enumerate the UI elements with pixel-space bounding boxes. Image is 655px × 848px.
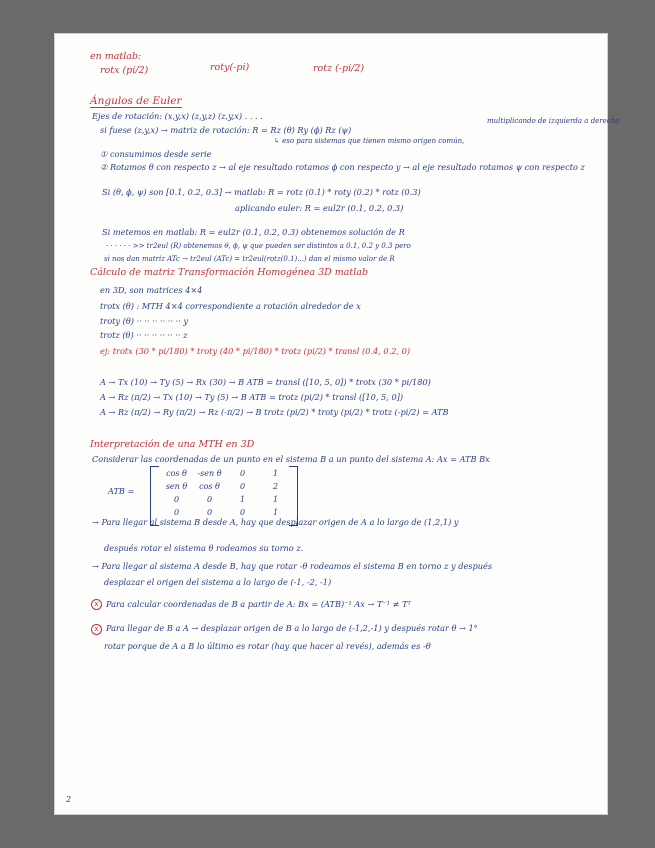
tr2eul-line: · · · · · · >> tr2eul (R) obtenemos θ, ϕ, ψ que pueden ser distintos a 0.1, 0.2 y 0.3 pero [106,242,411,250]
matrix-cell: 0 [173,495,180,504]
interpretation-heading: Interpretación de una MTH en 3D [90,439,255,450]
rotation-matrix-line: si fuese (z,y,x) → matriz de rotación: R = Rz (θ) Ry (ϕ) Rz (ψ) [100,125,352,135]
transform-chain-1: A → Tx (10) → Ty (5) → Rx (30) → B ATB = transl ([10, 5, 0]) * trotx (30 * pi/180) [100,377,431,387]
rotz-example: rotz (-pi/2) [313,63,365,74]
b-from-a-line: → Para llegar al sistema B desde A, hay que desplazar origen de A a lo largo de (1,2,1) y [92,517,459,527]
b-to-a-line: Para llegar de B a A → desplazar origen de B a lo largo de (-1,2,-1) y después rotar θ → 1° [106,623,478,633]
multiply-note: multiplicando de izquierda a derecha [487,117,620,125]
matrix-cell: 0 [173,508,180,517]
common-origin-note: ↳ eso para sistemas que tienen mismo origen común, [274,137,465,145]
matrix-cell: 0 [206,495,213,504]
matrix-cell: 0 [239,482,246,491]
roty-example: roty(-pi) [210,62,250,73]
rotate-reason-line: rotar porque de A a B lo último es rotar (hay que hacer al revés), además es -θ [104,641,431,651]
euler-angles-heading: Ángulos de Euler [90,95,182,107]
x-bullet-icon: x [91,599,102,610]
matrix-cell: 0 [239,469,246,478]
matrix-cell: 0 [206,508,213,517]
matlab-eul2r-line: Si metemos en matlab: R = eul2r (0.1, 0.2, 0.3) obtenemos solución de R [102,227,405,237]
euler-example-line: Si (θ, ϕ, ψ) son [0.1, 0.2, 0.3] → matlab: R = rotz (0.1) * roty (0.2) * rotz (0.3) [102,187,421,197]
matrix-cell: cos θ [199,482,220,491]
step-two-line: ② Rotamos θ con respecto z → al eje resultado rotamos ϕ con respecto y → al eje resultado rotamos ψ con respecto z [100,162,585,172]
mth-heading: Cálculo de matriz Transformación Homogénea 3D matlab [90,267,369,278]
troty-line: troty (θ) ·· ·· ·· ·· ·· ·· y [100,316,189,326]
matrix-cell: 1 [272,508,279,517]
matrix-cell: 1 [272,495,279,504]
b-from-a-line-2: después rotar el sistema θ rodeamos su torno z. [104,543,304,553]
matrix-cell: 1 [272,469,279,478]
rotx-example: rotx (pi/2) [100,65,149,76]
matrix-row [160,467,292,480]
transform-chain-2: A → Rz (π/2) → Tx (10) → Ty (5) → B ATB = trotz (pi/2) * transl ([10, 5, 0]) [100,392,404,402]
transform-chain-3: A → Rz (π/2) → Ry (π/2) → Rz (-π/2) → B trotz (pi/2) * troty (pi/2) * trotz (-pi/2) = ATB [100,407,449,417]
matrix-cell: sen θ [165,482,188,491]
matlab-heading: en matlab: [90,51,142,62]
trotz-line: trotz (θ) ·· ·· ·· ·· ·· ·· z [100,330,188,340]
rotation-axes-line: Ejes de rotación: (x,y,x) (z,y,z) (z,y,x) . . . . [92,111,263,121]
eul2r-line: aplicando euler: R = eul2r (0.1, 0.2, 0.3) [235,203,404,213]
matrix-cell: 1 [239,495,246,504]
a-from-b-line-2: desplazar el origen del sistema a lo largo de (-1, -2, -1) [104,577,332,587]
matrix-label: ATB = [108,486,135,496]
atc-line: si nos dan matriz ATc → tr2eul (ATc) = tr2eul(rotz(0.1)...) dan el mismo valor de R [104,255,395,263]
matrix-cell: 0 [239,508,246,517]
a-from-b-line: → Para llegar al sistema A desde B, hay que rotar -θ rodeamos el sistema B en torno z y después [92,561,493,571]
matrix-cell: cos θ [166,469,187,478]
matrix-row [160,480,292,493]
matrix-row [160,493,292,506]
matrices-4x4-line: en 3D, son matrices 4×4 [100,285,203,295]
step-one-line: ① consumimos desde serie [100,149,212,159]
matrix-cell: -sen θ [197,469,222,478]
example-line: ej: trotx (30 * pi/180) * troty (40 * pi/180) * trotz (pi/2) * transl (0.4, 0.2, 0) [100,346,411,356]
trotx-line: trotx (θ) : MTH 4×4 correspondiente a rotación alrededor de x [100,301,361,311]
x-bullet-icon: x [91,624,102,635]
page-number: 2 [66,795,72,804]
matrix-cell: 2 [272,482,279,491]
consider-coordinates-line: Considerar las coordenadas de un punto en el sistema B a un punto del sistema A: Ax = ATB Bx [92,454,490,464]
calc-coordinates-line: Para calcular coordenadas de B a partir de A: Bx = (ATB)⁻¹ Ax → T⁻¹ ≠ Tᵀ [106,599,411,609]
